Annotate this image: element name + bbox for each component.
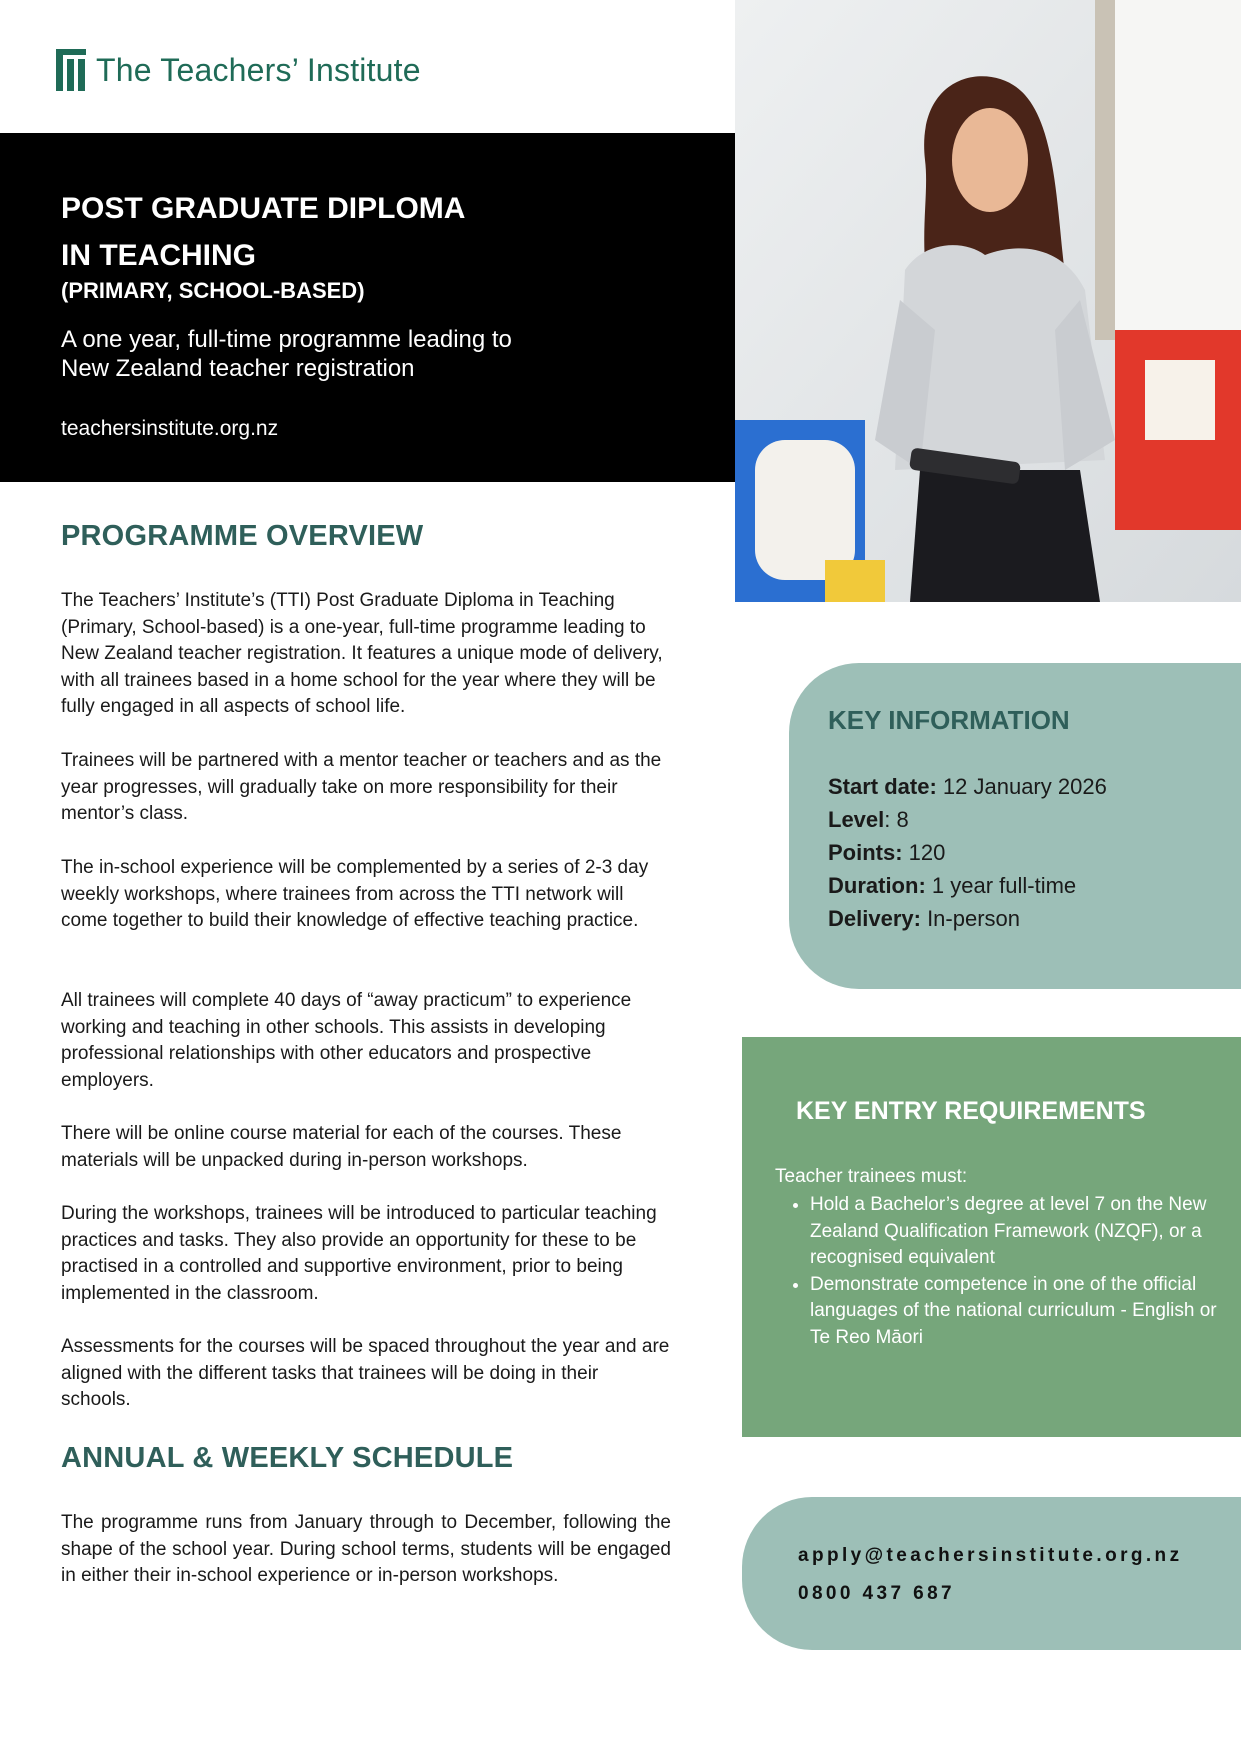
entry-intro: Teacher trainees must: — [775, 1166, 968, 1187]
key-info-label: Level — [828, 807, 885, 832]
key-info-value: 1 year full-time — [925, 873, 1077, 898]
contact-box — [742, 1497, 1241, 1650]
key-info-row — [828, 902, 1107, 935]
overview-paragraph-6: During the workshops, trainees will be introduced to particular teaching practices and tasks. They also provide an opportunity for these to be practised in a controlled and supportive environment, prior to being implemented in the classroom. — [61, 1203, 657, 1304]
schedule-paragraph: The programme runs from January through to December, following the shape of the school year. During school terms, students will be engaged in either their in-school experience or in-person workshops. — [61, 1512, 671, 1586]
entry-requirements-list — [775, 1192, 1220, 1351]
logo-mark-icon — [56, 49, 86, 91]
overview-paragraph-1: The Teachers’ Institute’s (TTI) Post Graduate Diploma in Teaching (Primary, School-based) is a one-year, full-time programme leading to New Zealand teacher registration. It features a unique mode of delivery, with all trainees based in a home school for the year where they will be fully engaged in all aspects of school life. — [61, 590, 663, 717]
entry-requirements-heading: KEY ENTRY REQUIREMENTS — [796, 1097, 1146, 1125]
key-info-row — [828, 836, 1107, 869]
key-info-value: 12 January 2026 — [936, 774, 1107, 799]
contact-email-link[interactable]: apply@teachersinstitute.org.nz — [798, 1545, 1183, 1566]
key-info-row — [828, 770, 1107, 803]
key-info-value: : 8 — [884, 807, 909, 832]
brand-logo — [56, 48, 421, 92]
overview-paragraph-5: There will be online course material for each of the courses. These materials will be unpacked during in-person workshops. — [61, 1123, 622, 1171]
title-qualifier: (PRIMARY, SCHOOL-BASED) — [61, 278, 365, 303]
key-info-row — [828, 803, 1107, 836]
key-info-label: Start date: — [828, 774, 937, 799]
list-item: • Hold a Bachelor’s degree at level 7 on the New Zealand Qualification Framework (NZQF), or a recognised equivalent — [810, 1192, 1220, 1272]
overview-paragraph-7: Assessments for the courses will be spaced throughout the year and are aligned with the different tasks that trainees will be doing in their schools. — [61, 1336, 670, 1410]
hero-photo — [735, 0, 1241, 602]
hero-panel — [0, 133, 735, 482]
contact-phone-link[interactable]: 0800 437 687 — [798, 1583, 956, 1604]
teacher-photo-illustration — [735, 0, 1241, 602]
key-info-label: Delivery: — [828, 906, 921, 931]
key-info-row — [828, 869, 1107, 902]
key-info-label: Points: — [828, 840, 903, 865]
key-info-value: In-person — [920, 906, 1021, 931]
key-info-label: Duration: — [828, 873, 926, 898]
section-heading-overview: PROGRAMME OVERVIEW — [61, 520, 424, 552]
overview-paragraph-3: The in-school experience will be complemented by a series of 2-3 day weekly workshops, where trainees from across the TTI network will come together to build their knowledge of effective teaching practice. — [61, 857, 649, 931]
overview-paragraph-2: Trainees will be partnered with a mentor teacher or teachers and as the year progresses, will gradually take on more responsibility for their mentor’s class. — [61, 750, 662, 824]
key-information-list — [828, 770, 1107, 935]
entry-requirements-box — [742, 1037, 1241, 1437]
page-title — [61, 185, 621, 279]
subtitle-line-2: New Zealand teacher registration — [61, 355, 415, 382]
key-info-value: 120 — [902, 840, 946, 865]
hero-subtitle — [61, 325, 581, 383]
section-heading-schedule: ANNUAL & WEEKLY SCHEDULE — [61, 1442, 514, 1474]
title-line-2: IN TEACHING — [61, 239, 256, 272]
website-link[interactable]: teachersinstitute.org.nz — [61, 417, 279, 440]
overview-paragraph-4: All trainees will complete 40 days of “away practicum” to experience working and teaching in other schools. This assists in developing professional relationships with other educators and prospective employers. — [61, 990, 632, 1091]
title-line-1: POST GRADUATE DIPLOMA — [61, 192, 466, 225]
key-information-box — [789, 663, 1241, 989]
subtitle-line-1: A one year, full-time programme leading to — [61, 326, 512, 353]
list-item: • Demonstrate competence in one of the official languages of the national curriculum - English or Te Reo Māori — [810, 1272, 1220, 1352]
key-information-heading: KEY INFORMATION — [828, 705, 1070, 735]
brand-name: The Teachers’ Institute — [96, 51, 421, 88]
